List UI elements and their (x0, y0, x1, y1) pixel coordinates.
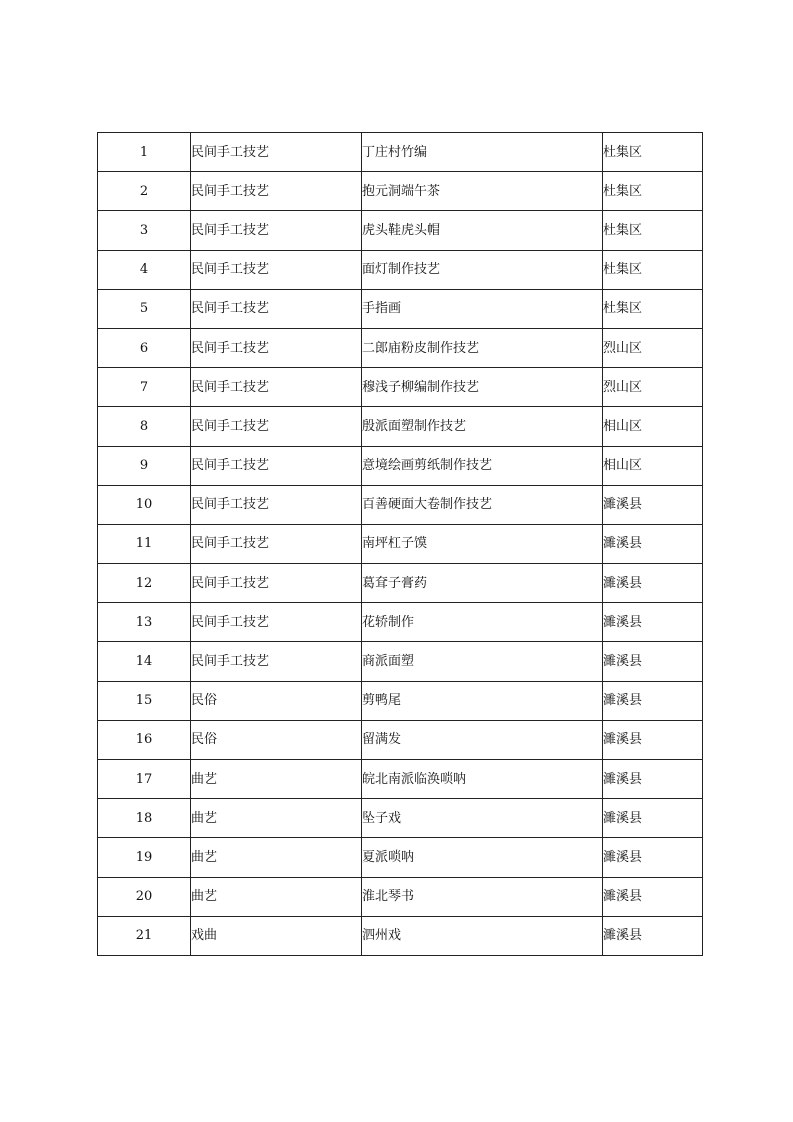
category-cell: 民间手工技艺 (191, 485, 362, 524)
region-cell: 杜集区 (603, 211, 703, 250)
region-cell: 杜集区 (603, 133, 703, 172)
row-number-cell: 4 (98, 250, 191, 289)
table-row (98, 877, 703, 916)
region-cell: 濉溪县 (603, 681, 703, 720)
category-cell: 民间手工技艺 (191, 368, 362, 407)
row-number-cell: 1 (98, 133, 191, 172)
region-cell: 濉溪县 (603, 524, 703, 563)
row-number-cell: 8 (98, 407, 191, 446)
category-cell: 曲艺 (191, 799, 362, 838)
region-cell: 相山区 (603, 407, 703, 446)
table-row (98, 133, 703, 172)
category-cell: 民间手工技艺 (191, 211, 362, 250)
region-cell: 相山区 (603, 446, 703, 485)
item-name-cell: 南坪杠子馍 (362, 524, 603, 563)
region-cell: 濉溪县 (603, 799, 703, 838)
table-row (98, 642, 703, 681)
table-row (98, 603, 703, 642)
category-cell: 民间手工技艺 (191, 564, 362, 603)
category-cell: 民间手工技艺 (191, 603, 362, 642)
category-cell: 民间手工技艺 (191, 172, 362, 211)
category-cell: 民间手工技艺 (191, 642, 362, 681)
row-number-cell: 5 (98, 289, 191, 328)
table-body (98, 133, 703, 956)
row-number-cell: 16 (98, 720, 191, 759)
row-number-cell: 11 (98, 524, 191, 563)
row-number-cell: 21 (98, 916, 191, 955)
category-cell: 戏曲 (191, 916, 362, 955)
category-cell: 民俗 (191, 720, 362, 759)
item-name-cell: 百善硬面大卷制作技艺 (362, 485, 603, 524)
table-row (98, 681, 703, 720)
category-cell: 曲艺 (191, 877, 362, 916)
item-name-cell: 剪鸭尾 (362, 681, 603, 720)
row-number-cell: 18 (98, 799, 191, 838)
table-row (98, 760, 703, 799)
table-row (98, 368, 703, 407)
row-number-cell: 3 (98, 211, 191, 250)
table-row (98, 289, 703, 328)
item-name-cell: 殷派面塑制作技艺 (362, 407, 603, 446)
table-row (98, 720, 703, 759)
region-cell: 烈山区 (603, 368, 703, 407)
item-name-cell: 面灯制作技艺 (362, 250, 603, 289)
region-cell: 濉溪县 (603, 603, 703, 642)
row-number-cell: 14 (98, 642, 191, 681)
row-number-cell: 19 (98, 838, 191, 877)
item-name-cell: 留满发 (362, 720, 603, 759)
region-cell: 杜集区 (603, 289, 703, 328)
row-number-cell: 13 (98, 603, 191, 642)
table-row (98, 564, 703, 603)
item-name-cell: 皖北南派临涣唢呐 (362, 760, 603, 799)
region-cell: 濉溪县 (603, 760, 703, 799)
row-number-cell: 6 (98, 328, 191, 367)
item-name-cell: 夏派唢呐 (362, 838, 603, 877)
category-cell: 民间手工技艺 (191, 328, 362, 367)
row-number-cell: 12 (98, 564, 191, 603)
row-number-cell: 17 (98, 760, 191, 799)
row-number-cell: 7 (98, 368, 191, 407)
region-cell: 杜集区 (603, 250, 703, 289)
table-row (98, 916, 703, 955)
category-cell: 民间手工技艺 (191, 289, 362, 328)
table-row (98, 328, 703, 367)
category-cell: 曲艺 (191, 760, 362, 799)
row-number-cell: 15 (98, 681, 191, 720)
table-row (98, 407, 703, 446)
category-cell: 民间手工技艺 (191, 133, 362, 172)
item-name-cell: 花轿制作 (362, 603, 603, 642)
region-cell: 杜集区 (603, 172, 703, 211)
table-row (98, 838, 703, 877)
item-name-cell: 丁庄村竹编 (362, 133, 603, 172)
table-row (98, 172, 703, 211)
region-cell: 濉溪县 (603, 485, 703, 524)
row-number-cell: 2 (98, 172, 191, 211)
item-name-cell: 坠子戏 (362, 799, 603, 838)
item-name-cell: 穆浅子柳编制作技艺 (362, 368, 603, 407)
category-cell: 民俗 (191, 681, 362, 720)
table-row (98, 250, 703, 289)
region-cell: 濉溪县 (603, 877, 703, 916)
row-number-cell: 9 (98, 446, 191, 485)
item-name-cell: 抱元洞端午茶 (362, 172, 603, 211)
category-cell: 民间手工技艺 (191, 250, 362, 289)
item-name-cell: 泗州戏 (362, 916, 603, 955)
item-name-cell: 虎头鞋虎头帽 (362, 211, 603, 250)
table-row (98, 485, 703, 524)
item-name-cell: 葛耷子膏药 (362, 564, 603, 603)
table-row (98, 799, 703, 838)
item-name-cell: 商派面塑 (362, 642, 603, 681)
region-cell: 濉溪县 (603, 838, 703, 877)
row-number-cell: 10 (98, 485, 191, 524)
region-cell: 濉溪县 (603, 720, 703, 759)
table-row (98, 524, 703, 563)
category-cell: 民间手工技艺 (191, 407, 362, 446)
region-cell: 烈山区 (603, 328, 703, 367)
row-number-cell: 20 (98, 877, 191, 916)
item-name-cell: 意境绘画剪纸制作技艺 (362, 446, 603, 485)
region-cell: 濉溪县 (603, 564, 703, 603)
category-cell: 曲艺 (191, 838, 362, 877)
category-cell: 民间手工技艺 (191, 524, 362, 563)
category-cell: 民间手工技艺 (191, 446, 362, 485)
item-name-cell: 二郎庙粉皮制作技艺 (362, 328, 603, 367)
heritage-list-table (97, 132, 703, 956)
item-name-cell: 手指画 (362, 289, 603, 328)
region-cell: 濉溪县 (603, 916, 703, 955)
item-name-cell: 淮北琴书 (362, 877, 603, 916)
table-row (98, 211, 703, 250)
region-cell: 濉溪县 (603, 642, 703, 681)
table-row (98, 446, 703, 485)
